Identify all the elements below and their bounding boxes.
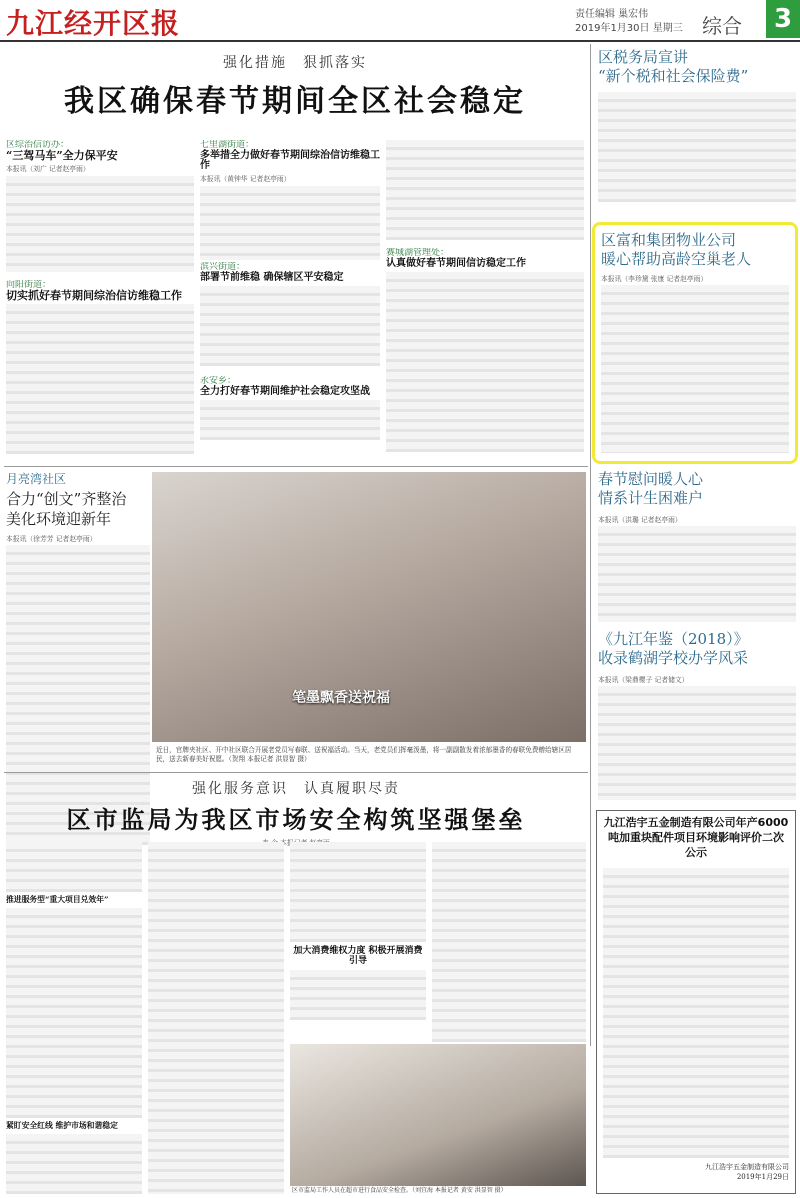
article-title: 情系计生困难户 [598, 489, 704, 507]
main-kicker: 强化措施 狠抓落实 [223, 55, 367, 71]
article-byline: 本报讯（李珍黛 张康 记者赵亭雨） [601, 275, 708, 283]
article-body [6, 908, 142, 1118]
market-col-1 [6, 842, 142, 1194]
article-byline: 本报讯（徐芳芳 记者赵亭雨） [6, 535, 97, 543]
article-continued [386, 140, 584, 240]
photo-label: 笔墨飘香送祝福 [292, 690, 390, 706]
editor-line: 责任编辑 巢宏伟 [575, 9, 649, 20]
main-title: 我区确保春节期间全区社会稳定 [64, 84, 526, 119]
article-kicker: 月亮湾社区 [6, 472, 67, 486]
article-body [290, 842, 426, 942]
article-qilihu [200, 140, 380, 260]
article-body [6, 842, 142, 892]
article-title-line1: 区富和集团物业公司 [601, 231, 737, 249]
article-title: 全力打好春节期间维护社会稳定攻坚战 [200, 386, 370, 397]
market-col-3 [290, 842, 426, 1022]
article-kicker: 春节慰问暖人心 [598, 470, 704, 488]
notice-company: 九江浩宇五金制造有限公司 [705, 1163, 789, 1171]
highlighted-article-wuye [592, 222, 798, 464]
article-weiwen [598, 470, 796, 620]
article-saichenghu [386, 248, 584, 458]
article-kicker: 七里湖街道： [200, 140, 255, 150]
article-body [598, 686, 796, 800]
article-kicker: 永安乡： [200, 376, 237, 386]
market-subhead: 加大消费维权力度 积极开展消费引导 [293, 946, 423, 966]
market-col-4 [432, 842, 586, 1042]
article-yongan [200, 376, 380, 456]
date-line: 2019年1月30日 星期三 [575, 23, 683, 34]
market-col-2 [148, 842, 284, 1194]
section-rule [4, 772, 588, 773]
caption-credit: （贺翔 本报记者 洪显智 摄） [228, 755, 311, 763]
article-tax [598, 48, 796, 208]
article-body [386, 140, 584, 240]
article-body [6, 304, 194, 454]
notice-body [603, 868, 789, 1158]
market-title: 区市监局为我区市场安全构筑坚强堡垒 [66, 805, 526, 834]
article-body [200, 286, 380, 366]
article-yearbook [598, 630, 796, 802]
newspaper-logo: 九江经开区报 [6, 7, 181, 40]
article-title: “新个税和社会保险费” [598, 67, 749, 85]
article-kicker: 区税务局宣讲 [598, 48, 689, 66]
article-body [6, 176, 194, 272]
article-body [200, 186, 380, 260]
article-title-line1: 合力“创文”齐整治 [6, 490, 127, 508]
section-rule [4, 466, 588, 467]
calligraphy-photo [152, 472, 586, 742]
article-byline: 本报讯（黄钟华 记者赵亭雨） [200, 175, 291, 183]
article-binxing [200, 262, 380, 372]
masthead [0, 0, 800, 40]
market-kicker: 强化服务意识 认真履职尽责 [192, 781, 400, 797]
article-body [148, 842, 284, 1194]
article-title: 认真做好春节期间信访稳定工作 [386, 258, 526, 269]
photo-caption [156, 746, 584, 766]
caption-text: 近日，官牌夹社区、开中社区联合开展老党员写春联、送祝福活动。当天，老党员们挥毫泼墨，将一副副散发着浓郁墨香的春联免费赠给辖区居民，送去新春美好祝愿。 [156, 746, 572, 763]
article-body [598, 92, 796, 202]
environmental-notice [596, 810, 796, 1194]
market-caption: 区市监局工作人员在超市进行食品安全检查。（刘宜海 本报记者 黄安 洪显智 摄） [292, 1187, 507, 1194]
article-body [386, 272, 584, 452]
article-body [6, 1134, 142, 1194]
article-zongzhi [6, 140, 194, 272]
article-kicker: 向阳街道： [6, 280, 52, 290]
article-body [432, 842, 586, 1042]
article-byline: 本报讯（刘广 记者赵亭雨） [6, 165, 90, 173]
article-title-line1: 《九江年鉴（2018）》 [598, 630, 749, 648]
market-photo [290, 1044, 586, 1186]
page-number: 3 [766, 0, 800, 38]
article-kicker: 滨兴街道： [200, 262, 246, 272]
article-title-line2: 美化环境迎新年 [6, 510, 112, 528]
article-title: “三驾马车”全力保平安 [6, 149, 118, 162]
article-body [200, 400, 380, 440]
article-title: 多举措全力做好春节期间综治信访维稳工作 [200, 150, 380, 171]
section-name: 综合 [702, 14, 742, 38]
market-headline-block [6, 776, 586, 838]
notice-date: 2019年1月29日 [736, 1173, 789, 1181]
article-byline: 本报讯（洪璐 记者赵亭雨） [598, 516, 682, 524]
market-subhead: 推进服务型“重大项目兑效年” [6, 895, 109, 904]
article-body [601, 285, 789, 453]
article-byline: 本报讯（梁鼎樱子 记者储文） [598, 676, 689, 684]
article-title-line2: 收录鹤湖学校办学风采 [598, 649, 749, 667]
article-kicker: 赛城湖管理处： [386, 248, 450, 258]
page-meta [575, 8, 683, 36]
article-body [598, 526, 796, 622]
column-divider [590, 44, 591, 1046]
market-subhead: 紧盯安全红线 维护市场和谐稳定 [6, 1121, 118, 1130]
article-title-line2: 暖心帮助高龄空巢老人 [601, 250, 752, 268]
article-kicker: 区综治信访办： [6, 140, 70, 150]
notice-title: 九江浩宇五金制造有限公司年产6000吨加重块配件项目环境影响评价二次公示 [603, 816, 789, 859]
masthead-rule [0, 40, 800, 42]
main-headline-block [4, 44, 586, 140]
article-title: 部署节前维稳 确保辖区平安稳定 [200, 272, 344, 283]
article-body [290, 970, 426, 1020]
article-title: 切实抓好春节期间综治信访维稳工作 [6, 289, 182, 302]
article-xiangyang [6, 280, 194, 462]
